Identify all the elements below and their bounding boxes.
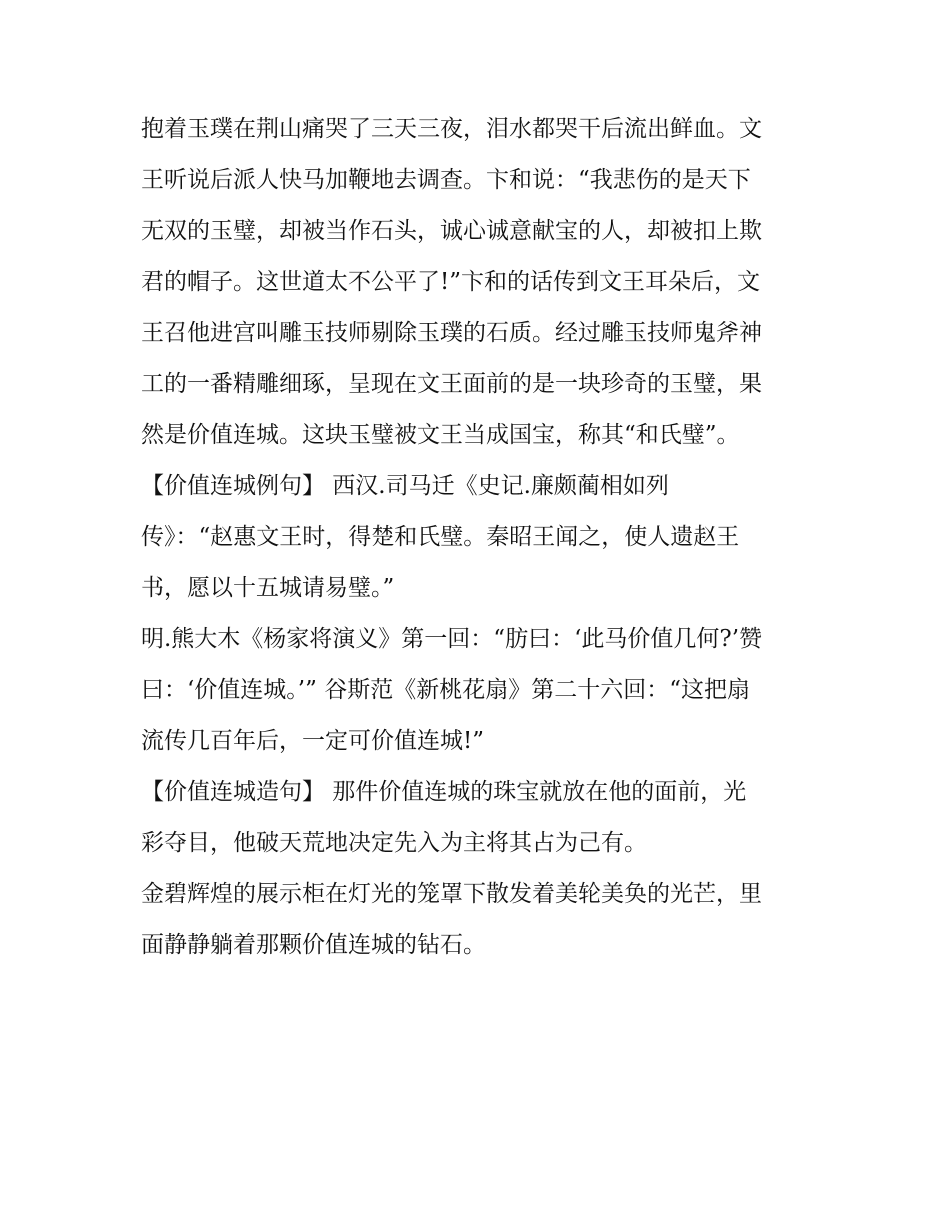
- text-line-9: 传》：“赵惠文王时，得楚和氏璧。秦昭王闻之，使人遗赵王: [141, 524, 740, 550]
- text-line-7: 然是价值连城。这块玉璧被文王当成国宝，称其“和氏璧”。: [141, 422, 740, 448]
- text-line-13: 流传几百年后，一定可价值连城!”: [141, 728, 485, 754]
- text-line-15: 彩夺目，他破天荒地决定先入为主将其占为己有。: [141, 830, 647, 856]
- text-line-4: 君的帽子。这世道太不公平了!”卞和的话传到文王耳朵后，文: [141, 269, 761, 295]
- text-line-5: 王召他进宫叫雕玉技师剔除玉璞的石质。经过雕玉技师鬼斧神: [141, 320, 762, 346]
- example-sentences-heading-line: 【价值连城例句】 西汉.司马迁《史记.廉颇蔺相如列: [141, 473, 669, 499]
- text-line-17: 面静静躺着那颗价值连城的钻石。: [141, 932, 486, 958]
- text-line-12: 曰：‘价值连城。’” 谷斯范《新桃花扇》第二十六回：“这把扇: [141, 677, 750, 703]
- text-line-11: 明.熊大木《杨家将演义》第一回：“肪曰：‘此马价值几何?’赞: [141, 626, 763, 652]
- text-line-3: 无双的玉璧，却被当作石头，诚心诚意献宝的人，却被扣上欺: [141, 218, 762, 244]
- text-line-6: 工的一番精雕细琢，呈现在文王面前的是一块珍奇的玉璧，果: [141, 371, 762, 397]
- sentence-making-heading-line: 【价值连城造句】 那件价值连城的珠宝就放在他的面前，光: [141, 779, 747, 805]
- document-page: [141, 104, 813, 971]
- text-line-2: 王听说后派人快马加鞭地去调查。卞和说：“我悲伤的是天下: [141, 167, 751, 193]
- text-line-16: 金碧辉煌的展示柜在灯光的笼罩下散发着美轮美奂的光芒，里: [141, 881, 762, 907]
- text-line-10: 书，愿以十五城请易璧。”: [141, 575, 395, 601]
- text-line-1: 抱着玉璞在荆山痛哭了三天三夜，泪水都哭干后流出鲜血。文: [141, 116, 762, 142]
